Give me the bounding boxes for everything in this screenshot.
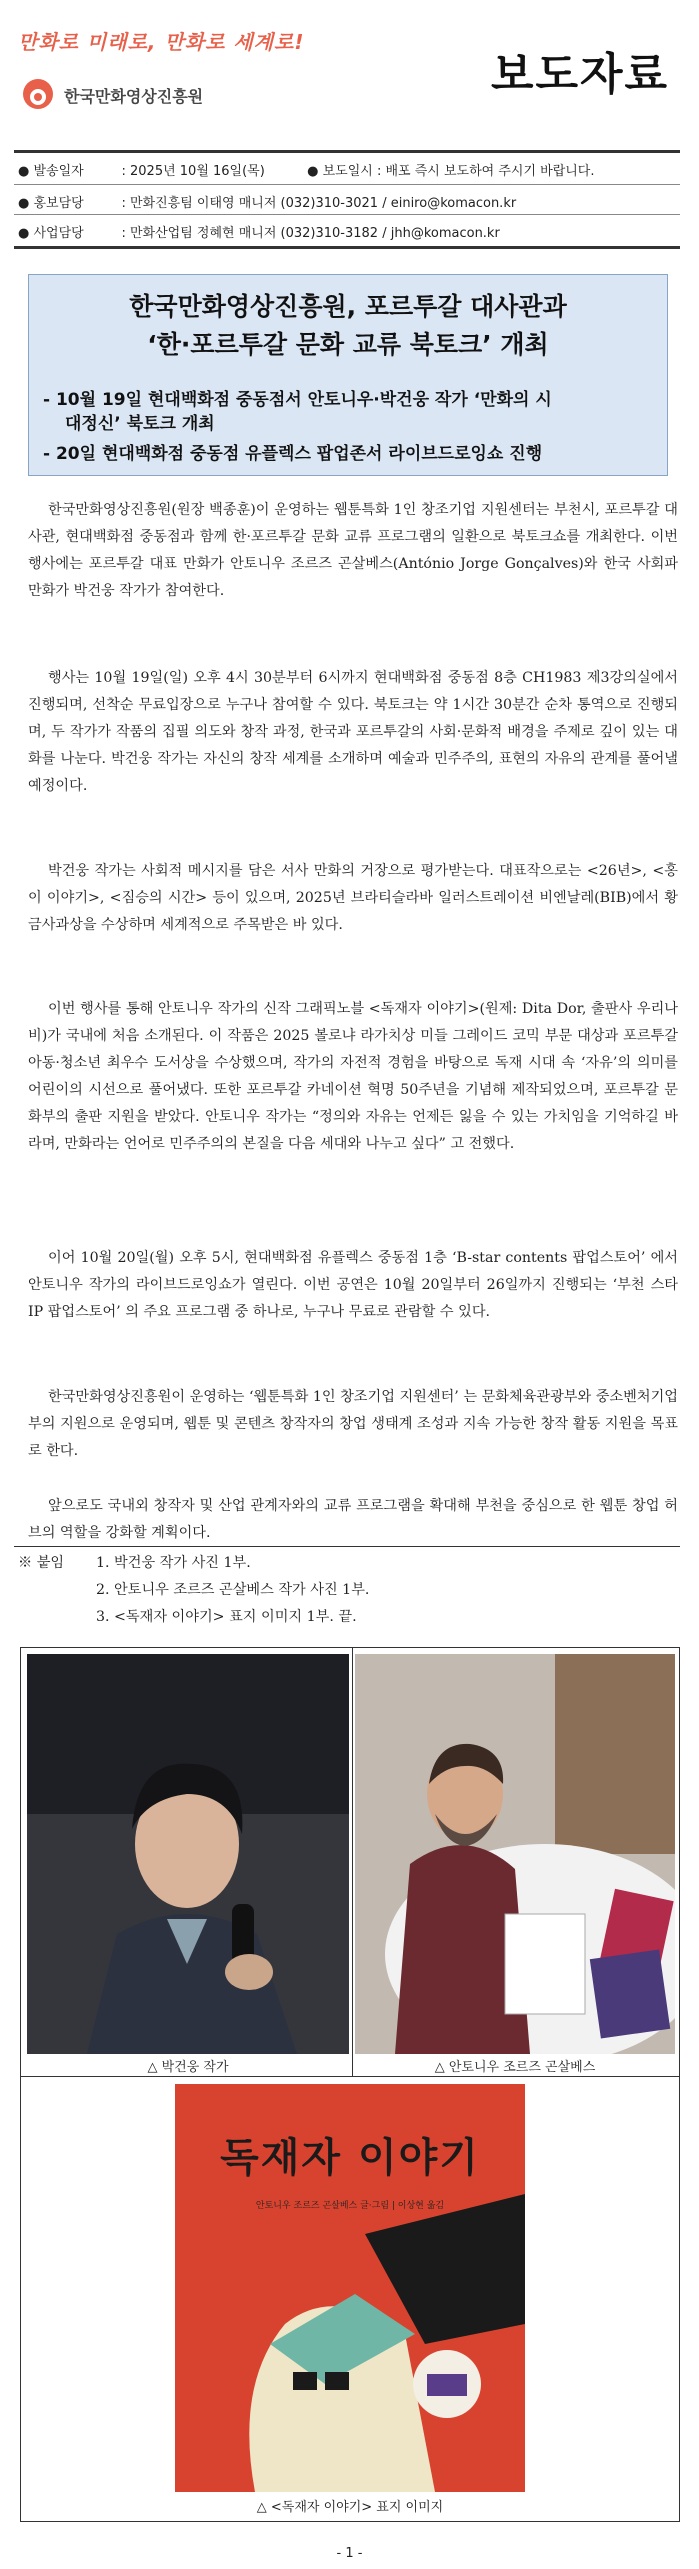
divider <box>14 246 680 249</box>
document-title: 보도자료 <box>490 49 669 100</box>
attachment-item-3: 3. <독재자 이야기> 표지 이미지 1부. 끝. <box>96 1609 357 1625</box>
caption-park: △ 박건웅 작가 <box>147 2060 229 2075</box>
release-date-label: 발송일자 <box>33 164 84 179</box>
subhead-2: - 20일 현대백화점 중동점 유플렉스 팝업존서 라이브드로잉쇼 진행 <box>43 444 543 464</box>
body-paragraph-3: 박건웅 작가는 사회적 메시지를 담은 서사 만화의 거장으로 평가받는다. 대표작으로는 <26년>, <홍이 이야기>, <짐승의 시간> 등이 있으며, 2025년 브라티슬라바 일러스트레이션 비엔날레(BIB)에서 황금사과상을 수상하며 세계적으로 주목받은 바 있다. <box>28 863 678 933</box>
cover-title: 독재자 이야기 <box>220 2135 480 2181</box>
signing-image <box>355 1654 675 2054</box>
portrait-image <box>27 1654 349 2054</box>
body-paragraph-6: 한국만화영상진흥원이 운영하는 ‘웹툰특화 1인 창조기업 지원센터’ 는 문화체육관광부와 중소벤처기업부의 지원으로 운영되며, 웹툰 및 콘텐츠 창작자의 창업 생태계 조성과 지속 가능한 창작 활동 지원을 목표로 한다. <box>28 1389 678 1459</box>
divider <box>21 2076 679 2077</box>
subhead-1a: - 10월 19일 현대백화점 중동점서 안토니우·박건웅 작가 ‘만화의 시 <box>43 390 552 410</box>
body-paragraph-7: 앞으로도 국내외 창작자 및 산업 관계자와의 교류 프로그램을 확대해 부천을 중심으로 한 웹툰 창업 허브의 역할을 강화할 계획이다. <box>28 1498 678 1541</box>
pr-contact: 만화진흥팀 이태영 매니저 (032)310-3021 / einiro@komacon.kr <box>130 196 517 211</box>
attachment-item-2: 2. 안토니우 조르즈 곤살베스 작가 사진 1부. <box>96 1582 370 1598</box>
org-name: 한국만화영상진흥원 <box>64 87 204 106</box>
divider <box>352 1648 353 2076</box>
body-paragraph-2: 행사는 10월 19일(일) 오후 4시 30분부터 6시까지 현대백화점 중동점 8층 CH1983 제3강의실에서 진행되며, 선착순 무료입장으로 누구나 참여할 수 있다. 북토크는 약 1시간 30분간 순차 통역으로 진행되며, 두 작가가 작품의 집필 의도와 창작 과정, 한국과 포르투갈의 사회·문화적 배경을 주제로 깊이 있는 대화를 나눈다. 박건웅 작가는 자신의 창작 세계를 소개하며 예술과 민주주의, 표현의 자유의 관계를 풀어낼 예정이다. <box>28 670 678 794</box>
subhead-1b: 대정신’ 북토크 개최 <box>65 414 215 434</box>
biz-label: 사업담당 <box>33 226 84 241</box>
body-paragraph-1: 한국만화영상진흥원(원장 백종훈)이 운영하는 웹툰특화 1인 창조기업 지원센터는 부천시, 포르투갈 대사관, 현대백화점 중동점과 함께 한·포르투갈 문화 교류 프로그램의 일환으로 북토크쇼를 개최한다. 이번 행사에는 포르투갈 대표 만화가 안토니우 조르즈 곤살베스(António Jorge Gonçalves)와 한국 사회파 만화가 박건웅 작가가 참여한다. <box>28 502 678 599</box>
divider <box>14 150 680 153</box>
embargo-label: 보도일시 <box>322 164 373 179</box>
body-paragraph-4: 이번 행사를 통해 안토니우 작가의 신작 그래픽노블 <독재자 이야기>(원제: Dita Dor, 출판사 우리나비)가 국내에 처음 소개된다. 이 작품은 2025 볼로냐 라가치상 미들 그레이드 코믹 부문 대상과 포르투갈 아동·청소년 최우수 도서상을 수상했으며, 작가의 자전적 경험을 바탕으로 독재 시대 속 ‘자유’의 의미를 어린이의 시선으로 풀어냈다. 또한 포르투갈 카네이션 혁명 50주년을 기념해 제작되었으며, 포르투갈 문화부의 출판 지원을 받았다. 안토니우 작가는 “정의와 자유는 언제든 잃을 수 있는 가치임을 기억하길 바라며, 만화라는 언어로 민주주의의 본질을 다음 세대와 나누고 싶다” 고 전했다. <box>28 1001 678 1152</box>
divider <box>14 1546 680 1547</box>
biz-contact: 만화산업팀 정혜현 매니저 (032)310-3182 / jhh@komacon.kr <box>130 226 500 241</box>
attachment-label: ※ 붙임 <box>18 1555 65 1571</box>
cover-illustration <box>175 2084 525 2492</box>
book-cover-image <box>175 2084 525 2492</box>
photo-park-geonwoong <box>27 1654 349 2054</box>
pr-contact-row: ● 홍보담당 : 만화진흥팀 이태영 매니저 (032)310-3021 / einiro@komacon.kr <box>18 192 516 211</box>
divider <box>14 214 680 215</box>
page-number: - 1 - <box>336 2546 363 2561</box>
biz-contact-row: ● 사업담당 : 만화산업팀 정혜현 매니저 (032)310-3182 / jhh@komacon.kr <box>18 222 500 241</box>
attachment-item-1: 1. 박건웅 작가 사진 1부. <box>96 1555 251 1571</box>
caption-book-cover: △ <독재자 이야기> 표지 이미지 <box>256 2500 444 2515</box>
release-date-row: ● 발송일자 : 2025년 10월 16일(목) ● 보도일시 : 배포 즉시 보도하여 주시기 바랍니다. <box>18 160 595 179</box>
headline-box <box>28 274 668 476</box>
photo-antonio-goncalves <box>355 1654 675 2054</box>
headline-line-1: 한국만화영상진흥원, 포르투갈 대사관과 <box>129 292 567 321</box>
release-date: 2025년 10월 16일(목) <box>130 164 265 179</box>
photo-table <box>20 1647 680 2522</box>
body-paragraph-5: 이어 10월 20일(월) 오후 5시, 현대백화점 유플렉스 중동점 1층 ‘B-star contents 팝업스토어’ 에서 안토니우 작가의 라이브드로잉쇼가 열린다. 이번 공연은 10월 20일부터 26일까지 진행되는 ‘부천 스타 IP 팝업스토어’ 의 주요 프로그램 중 하나로, 누구나 무료로 관람할 수 있다. <box>28 1250 678 1320</box>
slogan: 만화로 미래로, 만화로 세계로! <box>18 30 305 54</box>
cover-author: 안토니우 조르즈 곤살베스 글·그림 | 이상현 옮김 <box>255 2201 445 2211</box>
pr-label: 홍보담당 <box>33 196 84 211</box>
org-logo-icon <box>22 78 54 110</box>
embargo: 배포 즉시 보도하여 주시기 바랍니다. <box>385 164 595 179</box>
divider <box>14 184 680 185</box>
caption-antonio: △ 안토니우 조르즈 곤살베스 <box>434 2060 596 2075</box>
headline-line-2: ‘한·포르투갈 문화 교류 북토크’ 개최 <box>147 330 549 359</box>
